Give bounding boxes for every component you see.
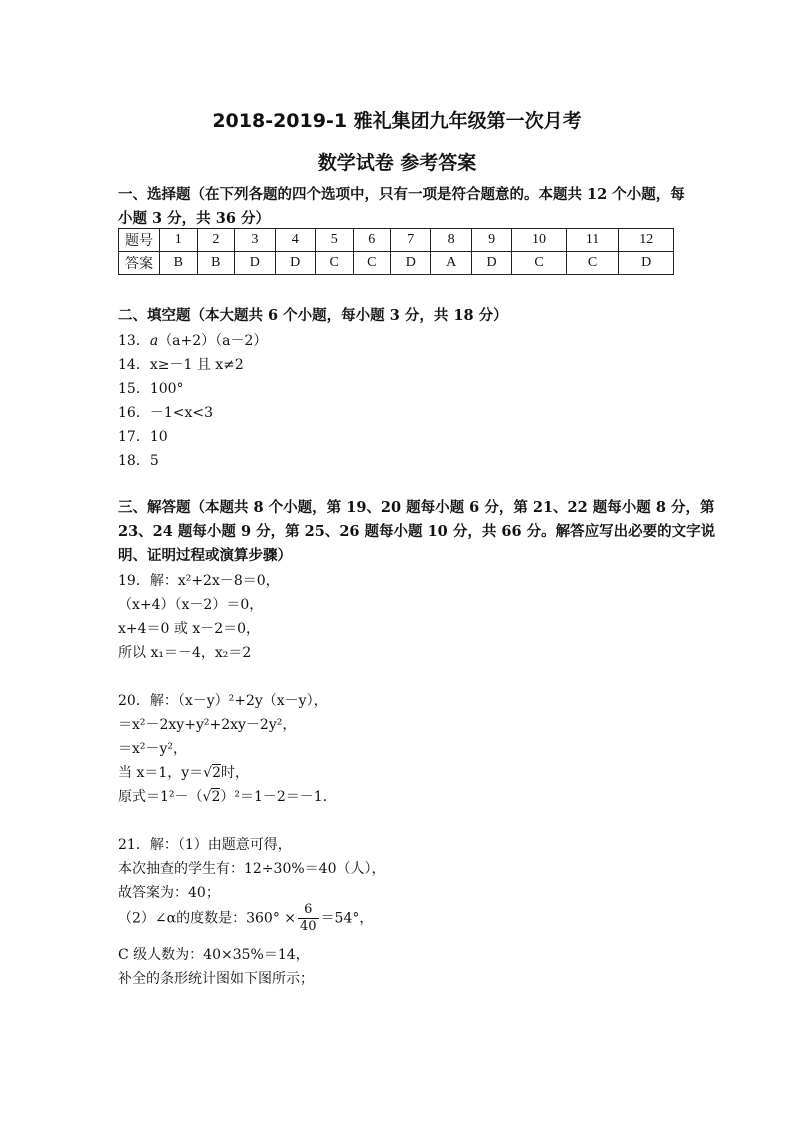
page-subtitle: 数学试卷 参考答案	[317, 152, 477, 174]
table-cell: 3	[235, 229, 275, 252]
answer-number: 13．	[118, 333, 150, 349]
answer-14	[118, 354, 244, 374]
q19-line: （x+4）（x－2）＝0，	[118, 597, 264, 613]
answer-17: 17．10	[118, 429, 168, 445]
answer-15: 15．100°	[118, 381, 184, 397]
section3-heading-line2: 23、24 题每小题 9 分，第 25、26 题每小题 10 分，共 66 分。解答应写出必要的文字说	[118, 523, 716, 540]
sqrt-symbol: √2	[202, 789, 221, 805]
table-cell: D	[235, 252, 275, 275]
answer-number: 14．	[118, 357, 150, 373]
q20-line: 20．解：（x－y）²+2y（x－y），	[118, 693, 328, 709]
page-title: 2018-2019-1 雅礼集团九年级第一次月考	[212, 110, 582, 132]
table-cell: D	[275, 252, 315, 275]
q20-line	[118, 762, 249, 782]
section3-heading-line1: 三、解答题（本题共 8 个小题，第 19、20 题每小题 6 分，第 21、22 题每小题 8 分，第	[118, 499, 715, 516]
table-cell: 9	[471, 229, 511, 252]
table-cell: 6	[353, 229, 391, 252]
table-cell: D	[391, 252, 431, 275]
sqrt-radicand: 2	[211, 789, 221, 805]
fraction-numerator: 6	[298, 902, 319, 919]
table-cell: C	[566, 252, 619, 275]
table-cell: 1	[160, 229, 198, 252]
q21-line: 21．解：（1）由题意可得，	[118, 837, 292, 853]
table-cell: D	[471, 252, 511, 275]
fraction-denominator: 40	[300, 919, 317, 934]
q20-line	[118, 786, 337, 806]
q21-line: 补全的条形统计图如下图所示；	[118, 971, 314, 987]
q21-line: C 级人数为：40×35%＝14，	[118, 947, 310, 963]
section2-heading: 二、填空题（本大题共 6 个小题，每小题 3 分，共 18 分）	[118, 307, 508, 324]
table-cell: 12	[619, 229, 674, 252]
table-cell: 5	[315, 229, 353, 252]
q20-text: 原式＝1²－（	[118, 789, 203, 805]
table-cell: C	[353, 252, 391, 275]
q19-line: x+4＝0 或 x－2＝0，	[118, 621, 261, 637]
table-row-label: 答案	[119, 252, 160, 275]
answer-16: 16．－1<x<3	[118, 405, 213, 421]
table-cell: C	[315, 252, 353, 275]
table-cell: 11	[566, 229, 619, 252]
table-cell: A	[431, 252, 471, 275]
sqrt-radicand: 2	[212, 765, 222, 781]
q20-text: 当 x＝1，y＝	[118, 765, 204, 781]
q21-line: 本次抽查的学生有：12÷30%＝40（人），	[118, 861, 386, 877]
answer-text: （a+2）（a－2）	[158, 333, 268, 349]
answer-table	[118, 228, 674, 275]
table-cell: C	[512, 252, 566, 275]
q21-line	[118, 902, 373, 935]
answer-text: x≥－1 且 x≠2	[149, 357, 244, 373]
q21-text: （2）∠α的度数是：360° ×	[118, 910, 296, 927]
table-row-label: 题号	[119, 229, 160, 252]
q20-text: 时，	[221, 765, 250, 781]
table-cell: B	[160, 252, 198, 275]
section1-heading-line2: 小题 3 分，共 36 分）	[118, 210, 270, 227]
table-cell: 4	[275, 229, 315, 252]
table-cell: 10	[512, 229, 566, 252]
q20-line: ＝x²－2xy+y²+2xy－2y²，	[118, 717, 297, 733]
q20-text: ）²＝1－2＝－1．	[220, 789, 337, 805]
section3-heading-line3: 明、证明过程或演算步骤）	[118, 547, 292, 564]
table-cell: B	[197, 252, 235, 275]
q21-text: ＝54°，	[320, 910, 374, 927]
table-row-numbers	[119, 229, 674, 252]
sqrt-symbol: √2	[203, 765, 222, 781]
fraction	[298, 902, 319, 935]
q19-line: 所以 x₁＝－4，x₂＝2	[118, 645, 252, 661]
answer-18: 18．5	[118, 453, 159, 469]
q21-line: 故答案为：40；	[118, 885, 220, 901]
answer-13	[118, 330, 267, 350]
q19-line: 19．解：x²+2x－8＝0，	[118, 573, 280, 589]
q20-line: ＝x²－y²，	[118, 741, 188, 757]
answer-text: a	[149, 333, 159, 349]
section1-heading-line1: 一、选择题（在下列各题的四个选项中，只有一项是符合题意的。本题共 12 个小题，每	[118, 186, 685, 203]
table-cell: 8	[431, 229, 471, 252]
table-cell: D	[619, 252, 674, 275]
table-row-answers	[119, 252, 674, 275]
table-cell: 2	[197, 229, 235, 252]
table-cell: 7	[391, 229, 431, 252]
